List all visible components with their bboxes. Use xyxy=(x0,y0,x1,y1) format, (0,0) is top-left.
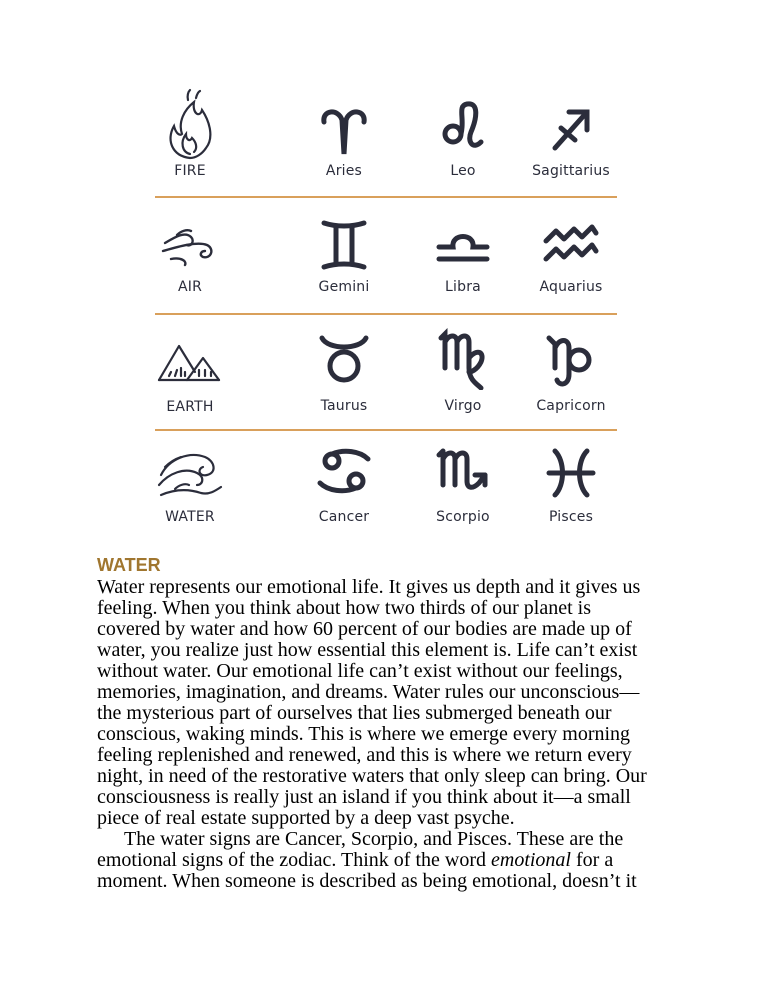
sign-label-aquarius: Aquarius xyxy=(539,279,603,295)
element-cell-air xyxy=(135,197,245,314)
element-label-air: AIR xyxy=(177,279,203,295)
sign-label-virgo: Virgo xyxy=(444,398,482,414)
sign-cell-capricorn xyxy=(516,314,626,431)
aquarius-icon xyxy=(538,215,604,275)
paragraph-water-signs xyxy=(97,829,687,892)
water-row xyxy=(155,431,617,548)
text-line: moment. When someone is described as being emotional, doesn’t it xyxy=(97,870,637,892)
text-line: the mysterious part of ourselves that lies submerged beneath our xyxy=(97,702,612,724)
text-run: emotional signs of the zodiac. Think of the word xyxy=(97,849,491,871)
sign-cell-pisces xyxy=(516,431,626,548)
text-line: feeling replenished and renewed, and this is where we return every xyxy=(97,744,632,766)
sign-cell-leo xyxy=(408,80,518,197)
cancer-icon xyxy=(314,447,374,497)
sign-label-sagittarius: Sagittarius xyxy=(532,163,610,179)
paragraph-water-intro xyxy=(97,577,687,829)
text-line: night, in need of the restorative waters that only sleep can bring. Our xyxy=(97,765,647,787)
air-icon xyxy=(157,217,223,277)
libra-icon xyxy=(433,215,493,275)
virgo-icon xyxy=(433,328,493,390)
fire-row xyxy=(155,80,617,197)
text-line: piece of real estate supported by a deep vast psyche. xyxy=(97,807,515,829)
emphasis-emotional: emotional xyxy=(491,849,571,871)
sign-label-leo: Leo xyxy=(450,163,476,179)
element-label-fire: FIRE xyxy=(174,163,206,179)
fire-icon xyxy=(160,88,220,160)
text-line: conscious, waking minds. This is where we emerge every morning xyxy=(97,723,631,745)
water-icon xyxy=(155,445,225,505)
element-cell-water xyxy=(135,431,245,548)
leo-icon xyxy=(433,98,493,158)
text-line: feeling. When you think about how two thirds of our planet is xyxy=(97,597,591,619)
text-run: for a xyxy=(571,849,614,871)
sign-label-pisces: Pisces xyxy=(548,509,594,525)
element-cell-fire xyxy=(135,80,245,197)
sign-cell-aquarius xyxy=(516,197,626,314)
text-line: water, you realize just how essential this element is. Life can’t exist xyxy=(97,639,638,661)
sign-label-cancer: Cancer xyxy=(318,509,370,525)
element-label-earth: EARTH xyxy=(166,399,214,415)
sign-cell-gemini xyxy=(289,197,399,314)
aries-icon xyxy=(314,100,374,160)
section-body xyxy=(97,577,687,892)
pisces-icon xyxy=(541,445,601,501)
element-cell-earth xyxy=(135,314,245,431)
sign-label-aries: Aries xyxy=(325,163,363,179)
sign-cell-taurus xyxy=(289,314,399,431)
sign-cell-virgo xyxy=(408,314,518,431)
sign-label-taurus: Taurus xyxy=(320,398,368,414)
zodiac-element-table xyxy=(155,80,617,548)
taurus-icon xyxy=(314,330,374,390)
element-label-water: WATER xyxy=(165,509,215,525)
earth-row xyxy=(155,314,617,431)
sign-label-gemini: Gemini xyxy=(318,279,370,295)
sign-cell-cancer xyxy=(289,431,399,548)
gemini-icon xyxy=(314,215,374,275)
sagittarius-icon xyxy=(541,100,601,160)
text-line: memories, imagination, and dreams. Water rules our unconscious— xyxy=(97,681,640,703)
text-line: consciousness is really just an island if you think about it—a small xyxy=(97,786,631,808)
sign-label-scorpio: Scorpio xyxy=(436,509,490,525)
text-line: Water represents our emotional life. It gives us depth and it gives us xyxy=(97,576,641,598)
capricorn-icon xyxy=(541,330,601,390)
sign-label-libra: Libra xyxy=(445,279,481,295)
sign-label-capricorn: Capricorn xyxy=(536,398,606,414)
text-line: The water signs are Cancer, Scorpio, and Pisces. These are the xyxy=(124,828,624,850)
text-line: covered by water and how 60 percent of our bodies are made up of xyxy=(97,618,632,640)
earth-icon xyxy=(155,332,225,392)
text-line xyxy=(97,849,613,871)
sign-cell-aries xyxy=(289,80,399,197)
section-heading: WATER xyxy=(97,555,161,575)
sign-cell-libra xyxy=(408,197,518,314)
sign-cell-sagittarius xyxy=(516,80,626,197)
sign-cell-scorpio xyxy=(408,431,518,548)
air-row xyxy=(155,197,617,314)
scorpio-icon xyxy=(433,445,493,501)
text-line: without water. Our emotional life can’t exist without our feelings, xyxy=(97,660,623,682)
